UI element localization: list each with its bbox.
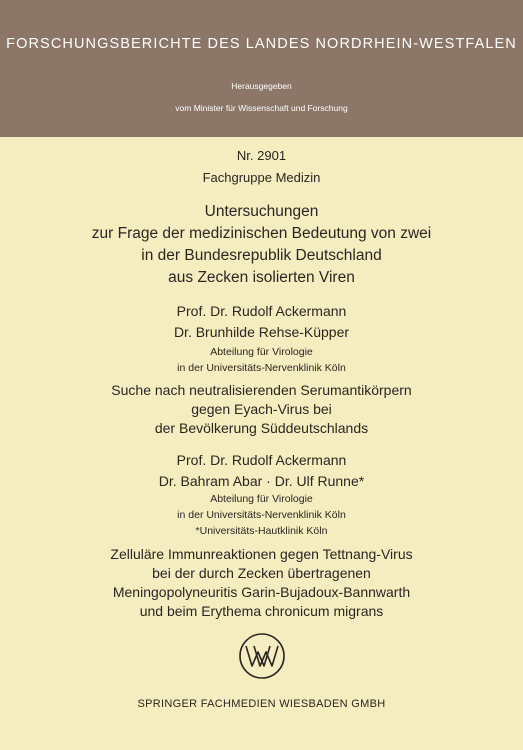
study2-affiliation: in der Universitäts-Nervenklinik Köln (177, 509, 346, 521)
publisher-ww-logo-icon (238, 632, 286, 680)
editor-line-1: Herausgegeben (231, 81, 292, 91)
study3-title-line: und beim Erythema chronicum migrans (139, 603, 384, 619)
study3-title-line: Meningopolyneuritis Garin-Bujadoux-Bannwarth (112, 584, 411, 600)
series-title: FORSCHUNGSBERICHTE DES LANDES NORDRHEIN-WESTFALEN (6, 36, 517, 52)
study2-title-line: gegen Eyach-Virus bei (191, 401, 332, 417)
study3-title-line: Zelluläre Immunreaktionen gegen Tettnang-Virus (110, 546, 413, 562)
study1-affiliation: in der Universitäts-Nervenklinik Köln (177, 362, 346, 374)
subject-group: Fachgruppe Medizin (202, 170, 321, 185)
report-number: Nr. 2901 (236, 148, 287, 163)
header-band (0, 0, 523, 137)
publisher-name: SPRINGER FACHMEDIEN WIESBADEN GMBH (137, 698, 386, 710)
study1-title-line: in der Bundesrepublik Deutschland (141, 247, 382, 264)
study1-affiliation: Abteilung für Virologie (210, 346, 313, 358)
study1-author: Prof. Dr. Rudolf Ackermann (176, 303, 347, 319)
study2-title-line: der Bevölkerung Süddeutschlands (154, 420, 369, 436)
study1-title-line: aus Zecken isolierten Viren (168, 269, 355, 286)
study2-author: Dr. Bahram Abar · Dr. Ulf Runne* (158, 473, 365, 489)
study2-title-line: Suche nach neutralisierenden Serumantikörpern (111, 382, 412, 398)
study2-affiliation: *Universitäts-Hautklinik Köln (195, 525, 328, 537)
study2-author: Prof. Dr. Rudolf Ackermann (176, 452, 347, 468)
study1-author: Dr. Brunhilde Rehse-Küpper (173, 324, 350, 340)
study3-title-line: bei der durch Zecken übertragenen (152, 565, 371, 581)
editor-line-2: vom Minister für Wissenschaft und Forschung (175, 103, 348, 113)
study1-title-line: zur Frage der medizinischen Bedeutung von zwei (91, 225, 432, 242)
study1-title-line: Untersuchungen (204, 203, 319, 220)
study2-affiliation: Abteilung für Virologie (210, 493, 313, 505)
